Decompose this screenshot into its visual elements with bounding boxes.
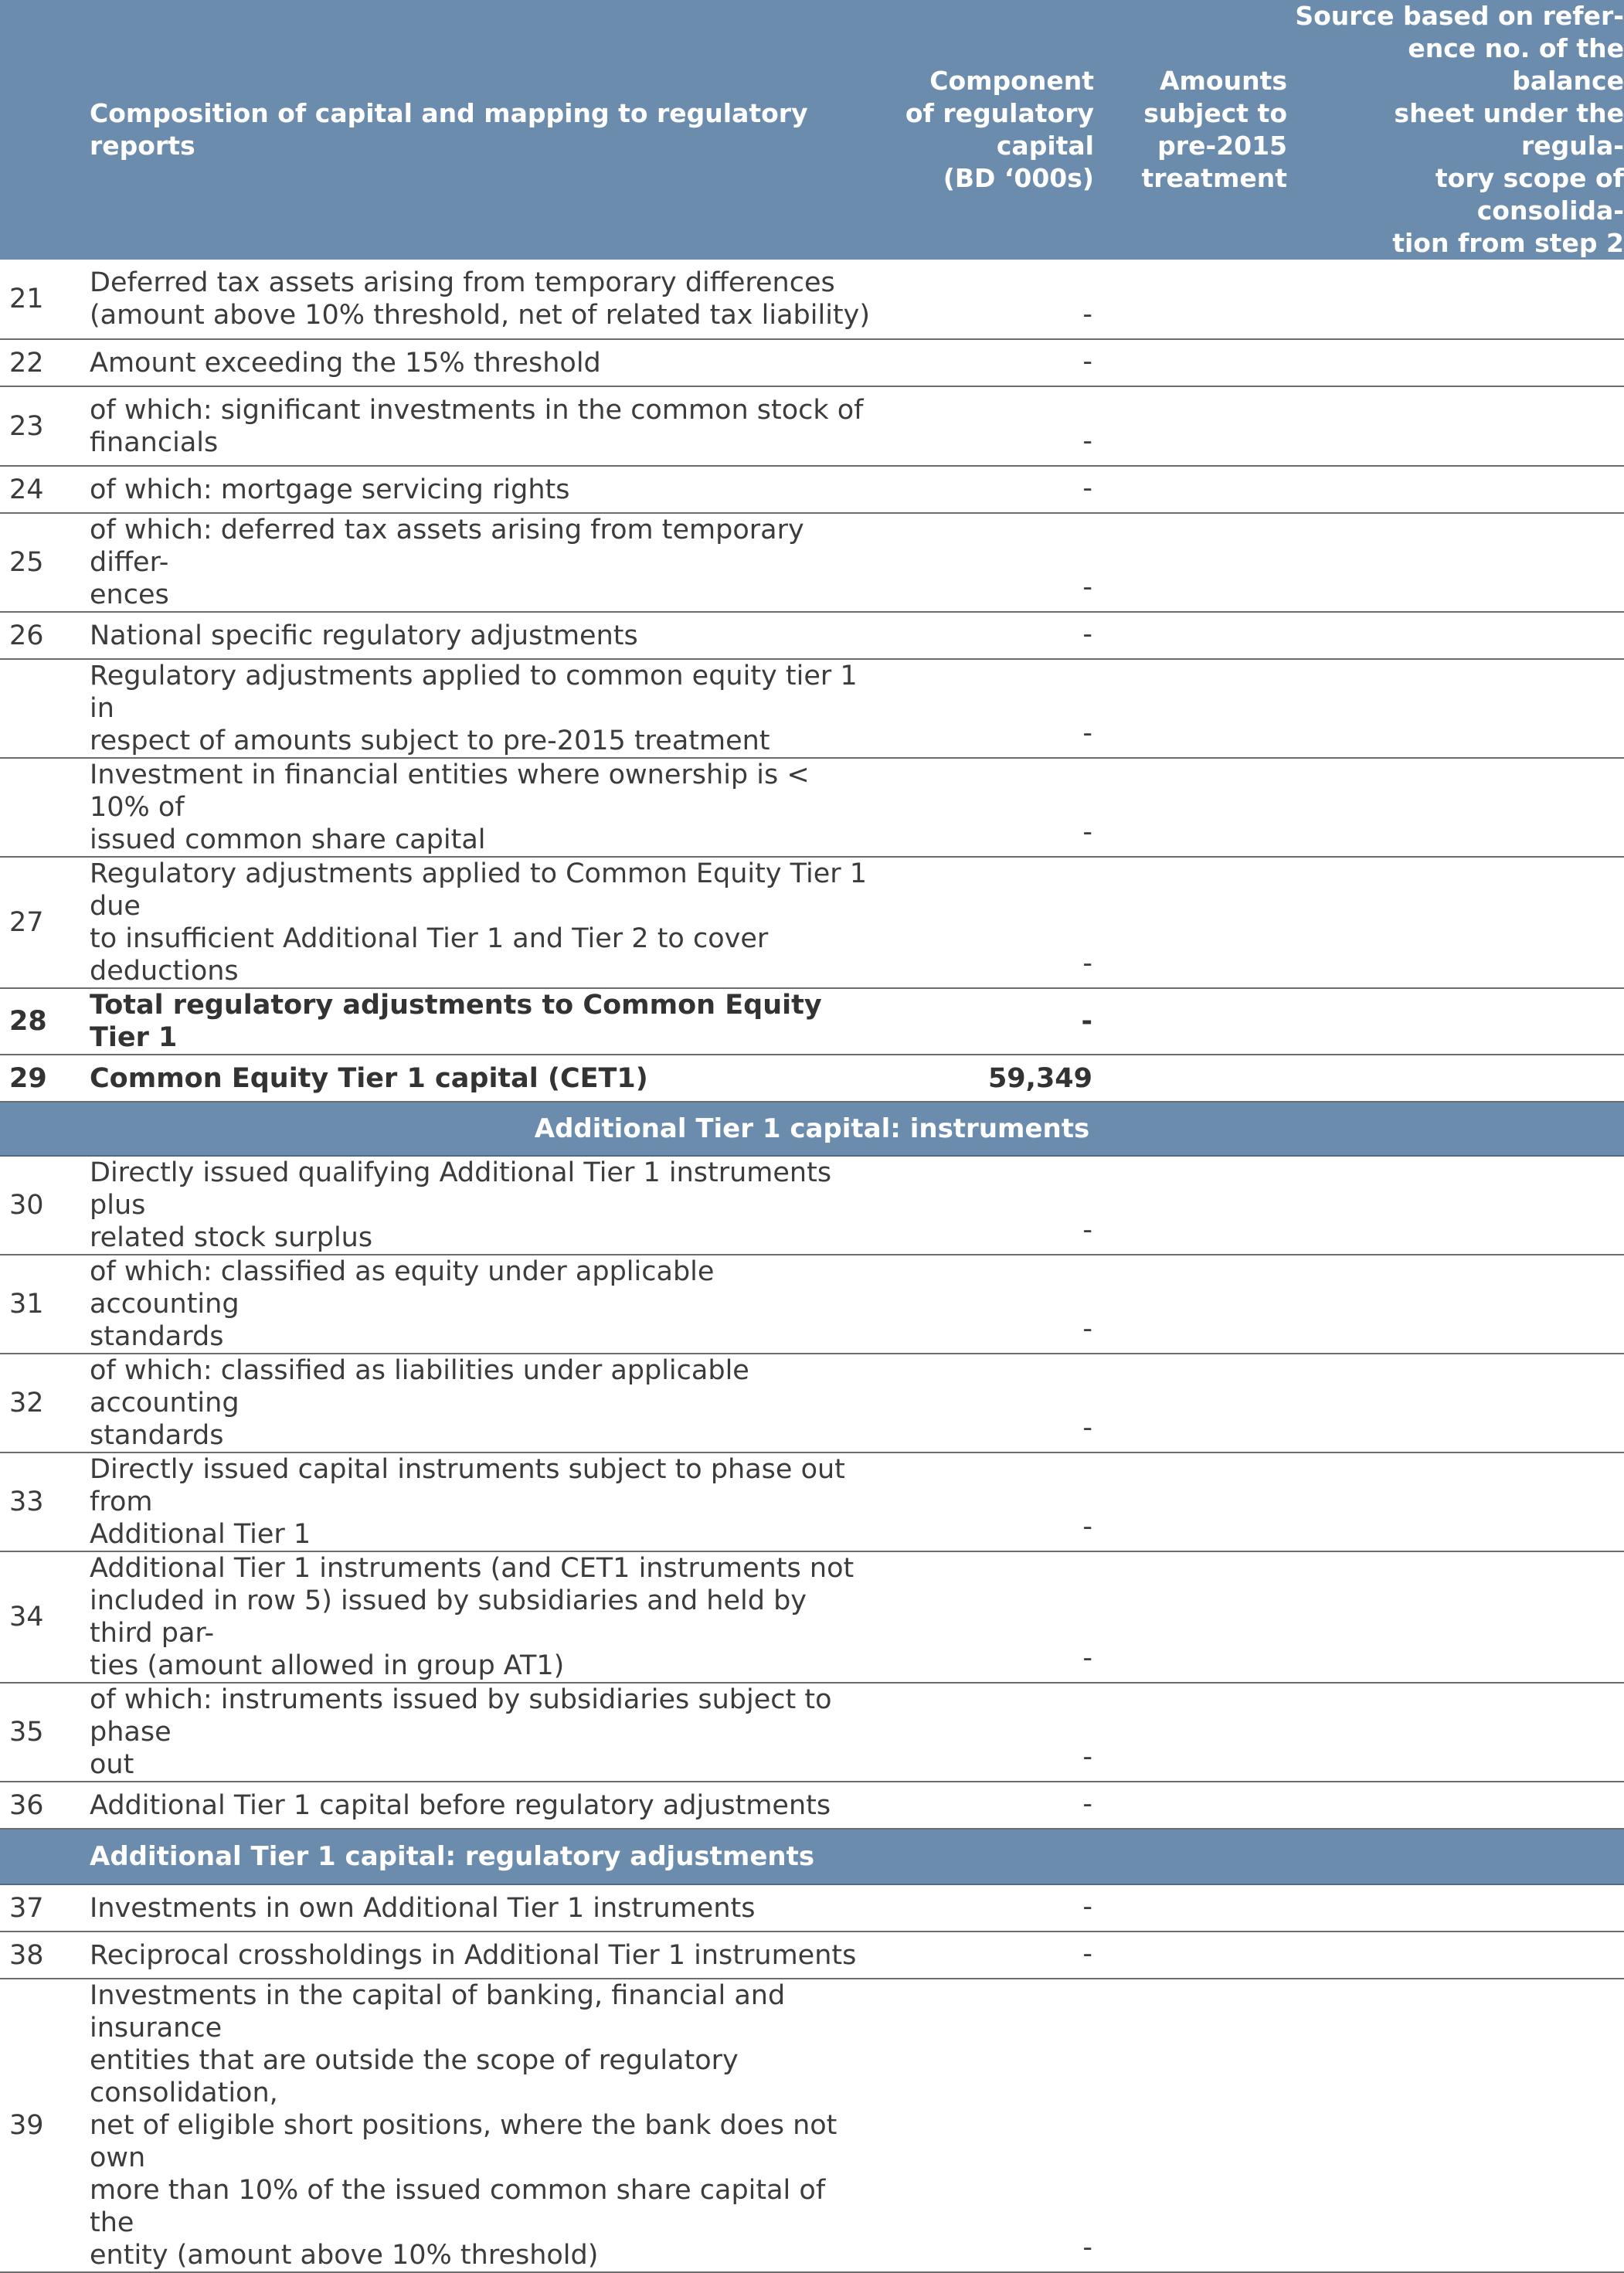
source-cell <box>1287 260 1624 339</box>
row-description <box>90 1255 870 1354</box>
description-line: of which: classified as liabilities under applicable accounting <box>90 1355 749 1419</box>
description-line: Investment in financial entities where ownership is < 10% of <box>90 759 810 823</box>
description-line: of which: classified as equity under applicable accounting <box>90 1256 715 1320</box>
table-row <box>0 466 1624 513</box>
component-value: - <box>870 1156 1094 1255</box>
header-amounts-label: Amounts subject to pre-2015 treatment <box>1141 66 1287 193</box>
description-line: Deferred tax assets arising from temporary differences <box>90 267 835 298</box>
table-row <box>0 612 1624 659</box>
component-value: - <box>870 612 1094 659</box>
table-row <box>0 386 1624 466</box>
row-description <box>90 758 870 857</box>
at1-adjustment-rows <box>0 1884 1624 2272</box>
amounts-cell <box>1094 260 1287 339</box>
description-line: Regulatory adjustments applied to Common Equity Tier 1 due <box>90 858 868 922</box>
at1-instrument-rows <box>0 1156 1624 1829</box>
amounts-cell <box>1094 1055 1287 1102</box>
amounts-cell <box>1094 1452 1287 1551</box>
component-value: - <box>870 1551 1094 1683</box>
row-number: 21 <box>0 260 90 339</box>
section-title: Additional Tier 1 capital: regulatory adjustments <box>90 1829 1624 1884</box>
row-description <box>90 513 870 612</box>
source-cell <box>1287 1551 1624 1683</box>
amounts-cell <box>1094 1979 1287 2272</box>
row-number: 24 <box>0 466 90 513</box>
row-number: 30 <box>0 1156 90 1255</box>
header-description <box>90 0 870 260</box>
row-description <box>90 612 870 659</box>
description-line: Investments in the capital of banking, financial and insurance <box>90 1980 786 2044</box>
source-cell <box>1287 1683 1624 1782</box>
header-amounts <box>1094 0 1287 260</box>
amounts-cell <box>1094 1255 1287 1354</box>
table-row <box>0 1683 1624 1782</box>
source-cell <box>1287 386 1624 466</box>
component-value: - <box>870 1354 1094 1452</box>
description-line: included in row 5) issued by subsidiaries and held by third par- <box>90 1585 807 1649</box>
description-line: National specific regulatory adjustments <box>90 620 638 651</box>
row-number: 25 <box>0 513 90 612</box>
component-value: - <box>870 988 1094 1055</box>
header-source-label: Source based on refer- ence no. of the balance sheet under the regula- tory scope of consolida- tion from step 2 <box>1295 1 1624 258</box>
component-value: - <box>870 758 1094 857</box>
amounts-cell <box>1094 1782 1287 1829</box>
table-header-row <box>0 0 1624 260</box>
source-cell <box>1287 1156 1624 1255</box>
description-line: Directly issued qualifying Additional Tier 1 instruments plus <box>90 1157 832 1221</box>
description-line: Additional Tier 1 instruments (and CET1 instruments not <box>90 1553 854 1584</box>
description-line: more than 10% of the issued common share capital of the <box>90 2175 826 2238</box>
row-number: 33 <box>0 1452 90 1551</box>
amounts-cell <box>1094 758 1287 857</box>
component-value: - <box>870 1932 1094 1979</box>
row-number <box>0 758 90 857</box>
table-row <box>0 1452 1624 1551</box>
source-cell <box>1287 1354 1624 1452</box>
description-line: Amount exceeding the 15% threshold <box>90 347 601 379</box>
row-number: 38 <box>0 1932 90 1979</box>
header-source <box>1287 0 1624 260</box>
component-value: - <box>870 260 1094 339</box>
description-line: standards <box>90 1420 224 1451</box>
source-cell <box>1287 466 1624 513</box>
row-description <box>90 857 870 988</box>
source-cell <box>1287 857 1624 988</box>
amounts-cell <box>1094 339 1287 386</box>
description-line: of which: deferred tax assets arising from temporary differ- <box>90 515 804 578</box>
row-description <box>90 659 870 758</box>
header-component-label: Component of regulatory capital (BD ‘000s) <box>905 66 1094 193</box>
source-cell <box>1287 1782 1624 1829</box>
row-number: 32 <box>0 1354 90 1452</box>
description-line: Directly issued capital instruments subject to phase out from <box>90 1454 845 1517</box>
amounts-cell <box>1094 1884 1287 1932</box>
section-header-row <box>0 1829 1624 1884</box>
row-description <box>90 466 870 513</box>
amounts-cell <box>1094 1156 1287 1255</box>
row-number: 31 <box>0 1255 90 1354</box>
description-line: entities that are outside the scope of regulatory consolidation, <box>90 2045 739 2108</box>
header-description-label: Composition of capital and mapping to regulatory reports <box>90 98 808 161</box>
row-description <box>90 1884 870 1932</box>
component-value: - <box>870 386 1094 466</box>
row-number: 37 <box>0 1884 90 1932</box>
description-line: (amount above 10% threshold, net of related tax liability) <box>90 300 871 331</box>
description-line: of which: significant investments in the common stock of <box>90 394 864 426</box>
row-number: 26 <box>0 612 90 659</box>
description-line: ences <box>90 579 169 610</box>
amounts-cell <box>1094 386 1287 466</box>
description-line: Additional Tier 1 <box>90 1519 311 1550</box>
table-row <box>0 988 1624 1055</box>
row-description <box>90 1551 870 1683</box>
header-component <box>870 0 1094 260</box>
row-description <box>90 1156 870 1255</box>
row-description <box>90 1979 870 2272</box>
table-row <box>0 1354 1624 1452</box>
source-cell <box>1287 988 1624 1055</box>
table-row <box>0 758 1624 857</box>
row-description <box>90 1452 870 1551</box>
table-row <box>0 1156 1624 1255</box>
amounts-cell <box>1094 513 1287 612</box>
description-line: to insufficient Additional Tier 1 and Tier 2 to cover deductions <box>90 923 769 987</box>
description-line: standards <box>90 1321 224 1352</box>
component-value: - <box>870 1452 1094 1551</box>
description-line: Reciprocal crossholdings in Additional Tier 1 instruments <box>90 1939 857 1971</box>
row-description <box>90 1683 870 1782</box>
table-row <box>0 1782 1624 1829</box>
amounts-cell <box>1094 1683 1287 1782</box>
table-row <box>0 1055 1624 1102</box>
table-row <box>0 1884 1624 1932</box>
row-number: 34 <box>0 1551 90 1683</box>
source-cell <box>1287 659 1624 758</box>
amounts-cell <box>1094 857 1287 988</box>
source-cell <box>1287 1932 1624 1979</box>
description-line: Total regulatory adjustments to Common Equity Tier 1 <box>90 990 822 1053</box>
row-description <box>90 988 870 1055</box>
table-row <box>0 260 1624 339</box>
header-row-number <box>0 0 90 260</box>
row-number: 35 <box>0 1683 90 1782</box>
row-number: 28 <box>0 988 90 1055</box>
description-line: entity (amount above 10% threshold) <box>90 2240 599 2271</box>
row-description <box>90 1782 870 1829</box>
amounts-cell <box>1094 612 1287 659</box>
section-spacer <box>0 1829 90 1884</box>
row-description <box>90 1055 870 1102</box>
amounts-cell <box>1094 466 1287 513</box>
description-line: Investments in own Additional Tier 1 instruments <box>90 1892 756 1924</box>
description-line: Additional Tier 1 capital before regulatory adjustments <box>90 1789 831 1821</box>
component-value: - <box>870 1683 1094 1782</box>
description-line: issued common share capital <box>90 824 486 855</box>
source-cell <box>1287 1452 1624 1551</box>
table-row <box>0 1255 1624 1354</box>
row-number: 39 <box>0 1979 90 2272</box>
amounts-cell <box>1094 1551 1287 1683</box>
source-cell <box>1287 758 1624 857</box>
component-value: - <box>870 513 1094 612</box>
source-cell <box>1287 1979 1624 2272</box>
description-line: ties (amount allowed in group AT1) <box>90 1650 565 1681</box>
component-value: - <box>870 1884 1094 1932</box>
table-row <box>0 1932 1624 1979</box>
description-line: financials <box>90 426 219 458</box>
amounts-cell <box>1094 1354 1287 1452</box>
section-at1-instruments <box>0 1102 1624 1156</box>
table-row <box>0 659 1624 758</box>
section-header-row <box>0 1102 1624 1156</box>
description-line: of which: instruments issued by subsidiaries subject to phase <box>90 1684 832 1748</box>
row-number: 36 <box>0 1782 90 1829</box>
component-value: - <box>870 339 1094 386</box>
table-row <box>0 513 1624 612</box>
row-number: 27 <box>0 857 90 988</box>
section-at1-adjustments <box>0 1829 1624 1884</box>
row-description <box>90 339 870 386</box>
component-value: - <box>870 857 1094 988</box>
amounts-cell <box>1094 988 1287 1055</box>
section-title: Additional Tier 1 capital: instruments <box>0 1102 1624 1156</box>
row-number: 22 <box>0 339 90 386</box>
description-line: Common Equity Tier 1 capital (CET1) <box>90 1062 648 1094</box>
component-value: - <box>870 1782 1094 1829</box>
row-description <box>90 1354 870 1452</box>
table-row <box>0 1551 1624 1683</box>
description-line: out <box>90 1749 134 1780</box>
row-description <box>90 386 870 466</box>
description-line: of which: mortgage servicing rights <box>90 474 570 505</box>
row-number: 29 <box>0 1055 90 1102</box>
row-description <box>90 1932 870 1979</box>
table-row <box>0 857 1624 988</box>
description-line: respect of amounts subject to pre-2015 treatment <box>90 725 770 756</box>
component-value: - <box>870 659 1094 758</box>
row-number: 23 <box>0 386 90 466</box>
description-line: net of eligible short positions, where the bank does not own <box>90 2110 837 2173</box>
source-cell <box>1287 1255 1624 1354</box>
component-value: - <box>870 466 1094 513</box>
source-cell <box>1287 339 1624 386</box>
description-line: related stock surplus <box>90 1222 373 1253</box>
source-cell <box>1287 1884 1624 1932</box>
table-row <box>0 1979 1624 2272</box>
amounts-cell <box>1094 1932 1287 1979</box>
cet1-adjustments-rows <box>0 260 1624 1102</box>
description-line: Regulatory adjustments applied to common equity tier 1 in <box>90 661 858 724</box>
source-cell <box>1287 1055 1624 1102</box>
table-row <box>0 339 1624 386</box>
component-value: 59,349 <box>870 1055 1094 1102</box>
amounts-cell <box>1094 659 1287 758</box>
row-description <box>90 260 870 339</box>
component-value: - <box>870 1255 1094 1354</box>
row-number <box>0 659 90 758</box>
component-value: - <box>870 1979 1094 2272</box>
source-cell <box>1287 612 1624 659</box>
source-cell <box>1287 513 1624 612</box>
